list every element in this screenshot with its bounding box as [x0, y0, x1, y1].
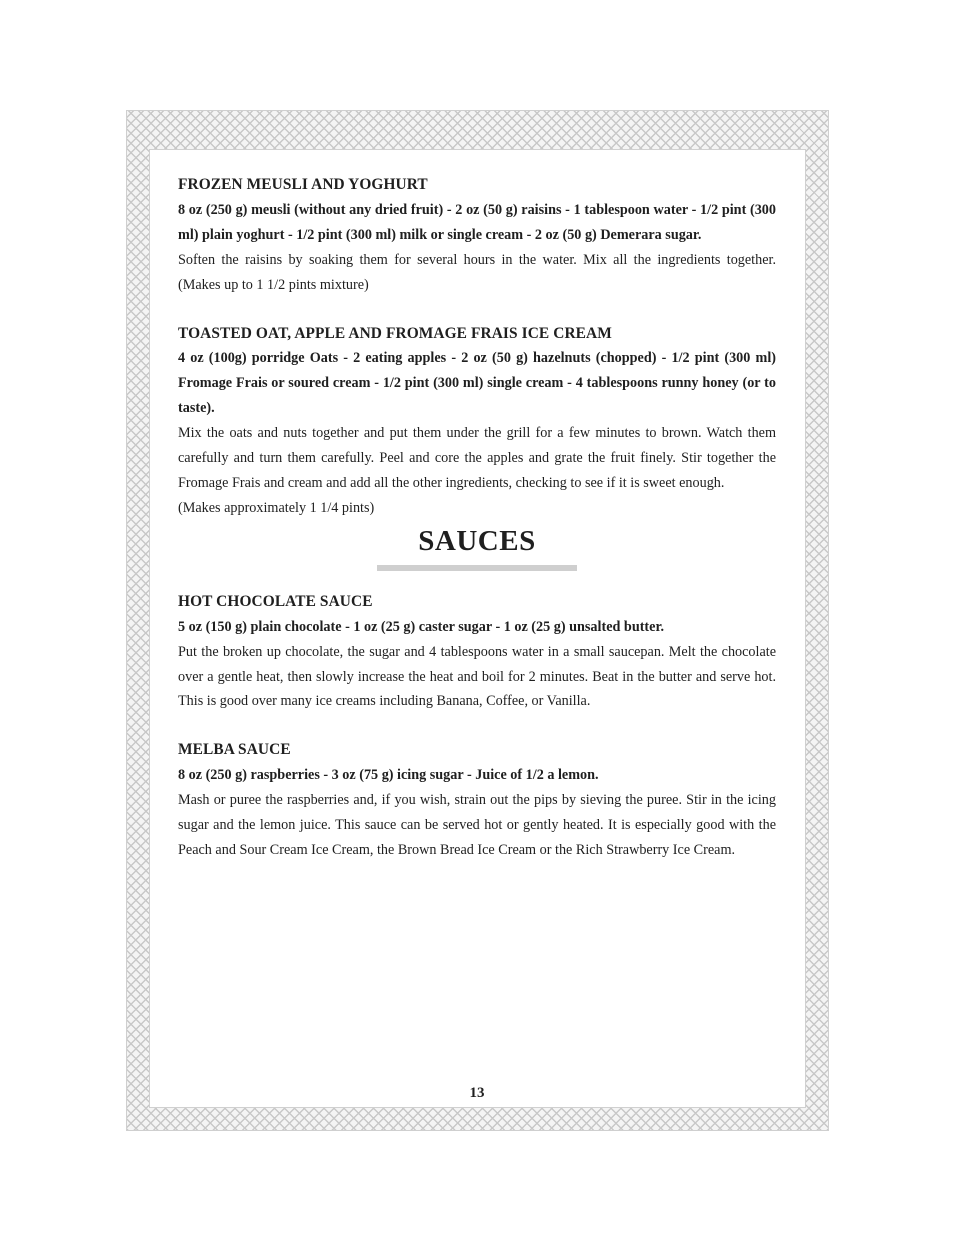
recipe-title: HOT CHOCOLATE SAUCE	[178, 592, 373, 610]
recipe-title: FROZEN MEUSLI AND YOGHURT	[178, 176, 428, 193]
page-content	[178, 173, 776, 863]
recipe-method: Mash or puree the raspberries and, if you wish, strain out the pips by sieving the puree. Stir in the icing sugar and the lemon juice. This sauce can be served hot or gently heated. It is especially good with the Peach and Sour Cream Ice Cream, the Brown Bread Ice Cream or the Rich Strawberry Ice Cream.	[178, 792, 776, 858]
recipe-title: TOASTED OAT, APPLE AND FROMAGE FRAIS ICE CREAM	[178, 324, 612, 342]
recipe-ingredients: 5 oz (150 g) plain chocolate - 1 oz (25 g) caster sugar - 1 oz (25 g) unsalted butter.	[178, 618, 664, 635]
recipe-ingredients: 4 oz (100g) porridge Oats - 2 eating apples - 2 oz (50 g) hazelnuts (chopped) - 1/2 pint (300 ml) Fromage Frais or soured cream - 1/2 pint (300 ml) single cream - 4 tablespoons runny honey (or to taste).	[178, 350, 776, 417]
recipe-method: Soften the raisins by soaking them for several hours in the water. Mix all the ingredients together. (Makes up to 1 1/2 pints mixture)	[178, 251, 776, 293]
recipe-hot-chocolate-sauce	[178, 590, 776, 715]
recipe-method: Put the broken up chocolate, the sugar and 4 tablespoons water in a small saucepan. Melt the chocolate over a gentle heat, then slowly increase the heat and boil for 2 minutes. Beat in the butter and serve hot. This is good over many ice creams including Banana, Coffee, or Vanilla.	[178, 643, 776, 710]
recipe-method: Mix the oats and nuts together and put them under the grill for a few minutes to brown. Watch them carefully and turn them carefully. Peel and core the apples and grate the fruit finely. Stir together the Fromage Frais and cream and add all the other ingredients, checking to see if it is sweet enough.	[178, 425, 776, 491]
recipe-toasted-oat	[178, 322, 776, 521]
recipe-title: MELBA SAUCE	[178, 741, 291, 759]
recipe-ingredients: 8 oz (250 g) meusli (without any dried fruit) - 2 oz (50 g) raisins - 1 tablespoon water - 1/2 pint (300 ml) plain yoghurt - 1/2 pint (300 ml) milk or single cream - 2 oz (50 g) Demerara sugar.	[178, 201, 776, 243]
recipe-melba-sauce	[178, 738, 776, 863]
section-underline	[377, 565, 577, 571]
section-title: SAUCES	[418, 524, 536, 557]
recipe-yield-note: (Makes approximately 1 1/4 pints)	[178, 499, 375, 516]
recipe-frozen-meusli	[178, 173, 776, 298]
section-heading	[178, 521, 776, 590]
recipe-ingredients: 8 oz (250 g) raspberries - 3 oz (75 g) icing sugar - Juice of 1/2 a lemon.	[178, 767, 599, 784]
page-number: 13	[469, 1085, 485, 1101]
